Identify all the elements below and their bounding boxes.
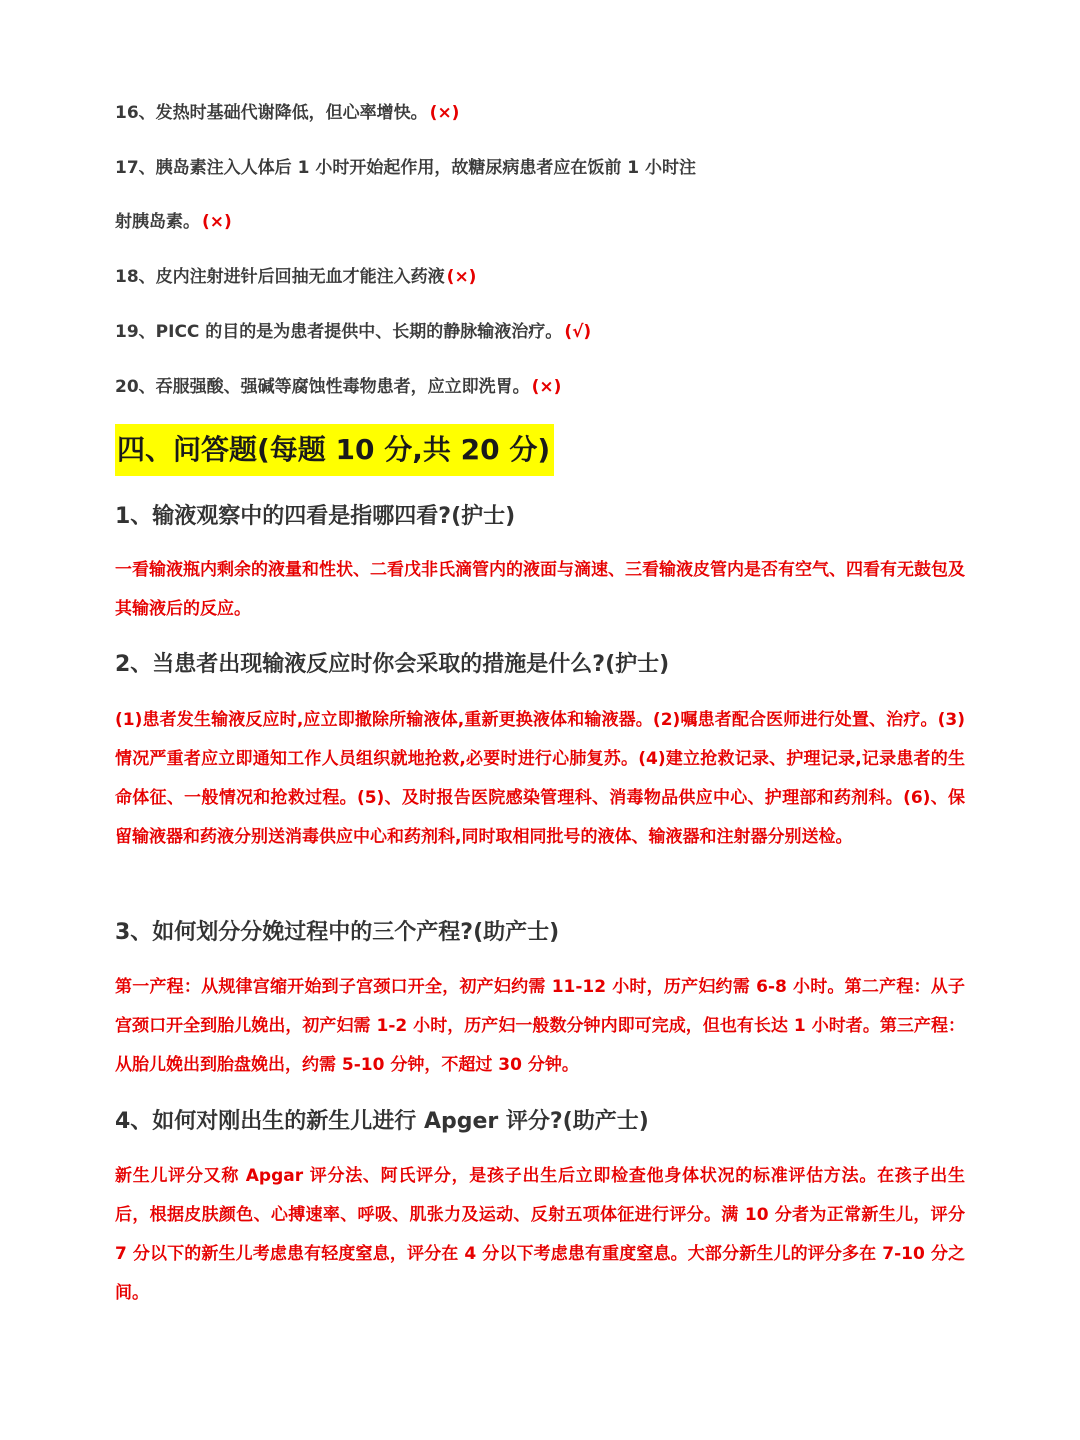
tf-item-answer: (√) — [564, 322, 592, 342]
tf-item-text: 16、发热时基础代谢降低，但心率增快。 — [115, 103, 428, 123]
tf-item-answer: (×) — [202, 212, 232, 232]
tf-item-17 — [115, 156, 698, 180]
tf-item-17-continued — [115, 210, 232, 234]
tf-item-answer: (×) — [446, 267, 477, 287]
tf-item-16 — [115, 101, 459, 125]
tf-item-answer: (×) — [429, 103, 460, 123]
tf-item-text: 19、PICC 的目的是为患者提供中、长期的静脉输液治疗。 — [115, 322, 563, 342]
tf-item-20 — [115, 375, 561, 399]
qa-answer-4: 新生儿评分又称 Apgar 评分法、阿氏评分，是孩子出生后立即检查他身体状况的标准评估方法。在孩子出生后，根据皮肤颜色、心搏速率、呼吸、肌张力及运动、反射五项体征进行评分。满 10 分者为正常新生儿，评分 7 分以下的新生儿考虑患有轻度窒息，评分在 4 分以下考虑患有重度窒息。大部分新生儿的评分多在 7-10 分之间。 — [115, 1166, 965, 1303]
qa-answer-2: (1)患者发生输液反应时,应立即撤除所输液体,重新更换液体和输液器。(2)嘱患者配合医师进行处置、治疗。(3)情况严重者应立即通知工作人员组织就地抢救,必要时进行心肺复苏。(4)建立抢救记录、护理记录,记录患者的生命体征、一般情况和抢救过程。(5)、及时报告医院感染管理科、消毒物品供应中心、护理部和药剂科。(6)、保留输液器和药液分别送消毒供应中心和药剂科,同时取相同批号的液体、输液器和注射器分别送检。 — [115, 710, 965, 847]
qa-question-2: 2、当患者出现输液反应时你会采取的措施是什么?(护士) — [115, 652, 670, 677]
tf-item-text: 18、皮内注射进针后回抽无血才能注入药液 — [115, 267, 445, 287]
qa-question-3: 3、如何划分分娩过程中的三个产程?(助产士) — [115, 920, 560, 945]
section-heading: 四、问答题(每题 10 分,共 20 分) — [115, 424, 554, 476]
tf-item-text: 20、吞服强酸、强碱等腐蚀性毒物患者，应立即洗胃。 — [115, 377, 530, 397]
tf-item-text: 射胰岛素。 — [115, 212, 200, 232]
qa-answer-1: 一看输液瓶内剩余的液量和性状、二看戊非氏滴管内的液面与滴速、三看输液皮管内是否有空气、四看有无鼓包及其输液后的反应。 — [115, 560, 965, 619]
qa-question-1: 1、输液观察中的四看是指哪四看?(护士) — [115, 504, 516, 529]
tf-item-answer: (×) — [531, 377, 562, 397]
tf-item-text: 17、胰岛素注入人体后 1 小时开始起作用，故糖尿病患者应在饭前 1 小时注 — [115, 158, 696, 178]
tf-item-19 — [115, 320, 591, 344]
qa-answer-3: 第一产程：从规律宫缩开始到子宫颈口开全，初产妇约需 11-12 小时，历产妇约需 6-8 小时。第二产程：从子宫颈口开全到胎儿娩出，初产妇需 1-2 小时，历产妇一般数分钟内即可完成，但也有长达 1 小时者。第三产程：从胎儿娩出到胎盘娩出，约需 5-10 分钟，不超过 30 分钟。 — [115, 977, 965, 1075]
qa-question-4: 4、如何对刚出生的新生儿进行 Apger 评分?(助产士) — [115, 1109, 649, 1134]
tf-item-18 — [115, 265, 476, 289]
